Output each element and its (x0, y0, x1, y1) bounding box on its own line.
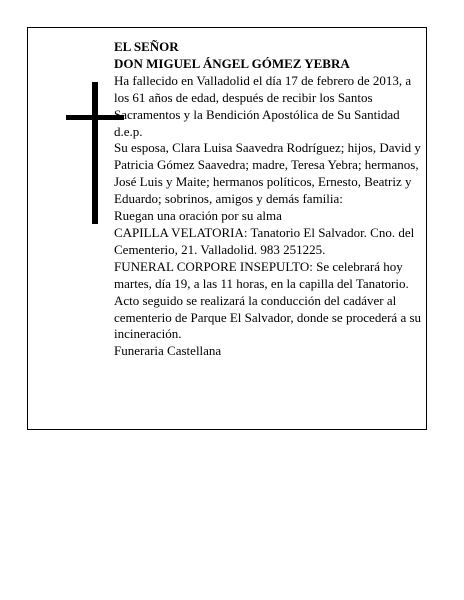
obituary-text (114, 39, 422, 360)
funeral-chapel: CAPILLA VELATORIA: Tanatorio El Salvador. Cno. del Cementerio, 21. Valladolid. 983 251225. (114, 224, 415, 257)
cross-vertical-bar (92, 82, 98, 224)
death-announcement: Ha fallecido en Valladolid el día 17 de febrero de 2013, a los 61 años de edad, después de recibir los Santos Sacramentos y la Bendición Apostólica de Su Santidad d.e.p. (114, 72, 412, 139)
deceased-name: DON MIGUEL ÁNGEL GÓMEZ YEBRA (114, 55, 350, 71)
family-list: Su esposa, Clara Luisa Saavedra Rodríguez; hijos, David y Patricia Gómez Saavedra; madre, Teresa Yebra; hermanos, José Luis y Maite; hermanos políticos, Ernesto, Beatriz y Eduardo; sobrinos, amigos y demás familia: (114, 140, 421, 207)
prayer-request: Ruegan una oración por su alma (114, 208, 282, 224)
title-line-1: EL SEÑOR (114, 39, 179, 54)
funeral-home: Funeraria Castellana (114, 343, 222, 359)
funeral-service: FUNERAL CORPORE INSEPULTO: Se celebrará hoy martes, día 19, a las 11 horas, en la capilla del Tanatorio. Acto seguido se realizará la conducción del cadáver al cementerio de Parque El Salvador, donde se procederá a su incineración. (114, 258, 422, 342)
